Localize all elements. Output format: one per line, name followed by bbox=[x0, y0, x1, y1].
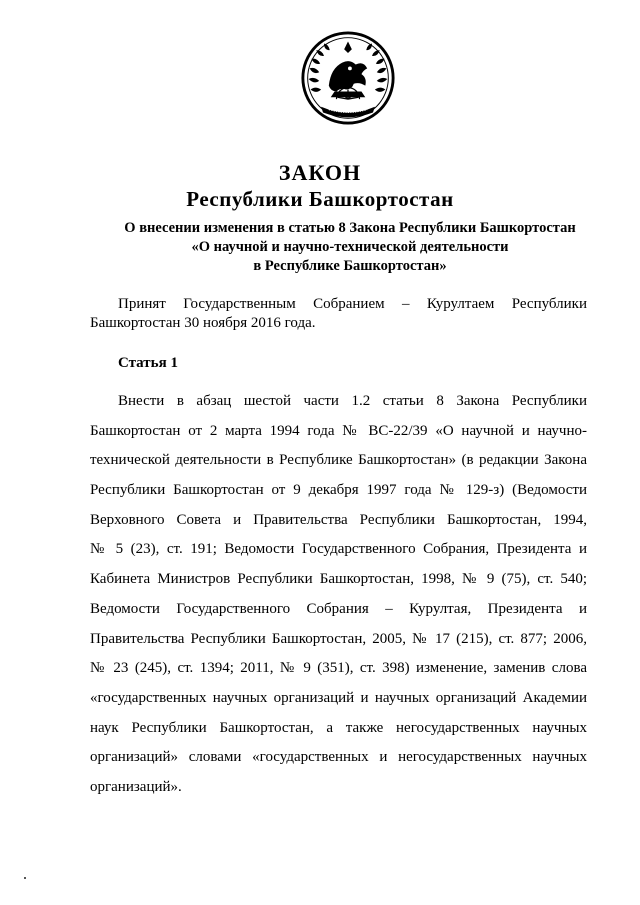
article-line: Республики Башкортостан от 9 декабря 1997 года № 129-з) (Ведомости bbox=[90, 482, 587, 499]
adoption-line: Башкортостан 30 ноября 2016 года. bbox=[90, 315, 316, 331]
article-line: Ведомости Государственного Собрания – Курултая, Президента и bbox=[90, 600, 587, 617]
article-line: технической деятельности в Республике Башкортостан» (в редакции Закона bbox=[90, 452, 587, 469]
heading-line: в Республике Башкортостан» bbox=[253, 258, 447, 274]
article-line: Кабинета Министров Республики Башкортостан, 1998, № 9 (75), ст. 540; bbox=[90, 571, 587, 588]
heading-line: О внесении изменения в статью 8 Закона Республики Башкортостан bbox=[124, 220, 576, 236]
adoption-line: Принят Государственным Собранием – Курултаем Республики bbox=[118, 296, 587, 312]
adoption-note bbox=[90, 295, 587, 333]
document-heading bbox=[60, 219, 640, 276]
document-issuer: Республики Башкортостан bbox=[186, 187, 454, 211]
article-line: наук Республики Башкортостан, а также негосударственных научных bbox=[90, 719, 587, 736]
article-title: Статья 1 bbox=[118, 355, 178, 371]
article-line: Башкортостан от 2 марта 1994 года № ВС-22/39 «О научной и научно- bbox=[90, 422, 587, 439]
bashkortostan-coat-of-arms-icon bbox=[300, 30, 396, 126]
article-line: организаций». bbox=[90, 778, 182, 795]
scan-speck bbox=[24, 877, 26, 879]
article-line: организаций» словами «государственных и негосударственных научных bbox=[90, 749, 587, 766]
article-line: Правительства Республики Башкортостан, 2005, № 17 (215), ст. 877; 2006, bbox=[90, 630, 587, 647]
heading-line: «О научной и научно-технической деятельности bbox=[191, 239, 509, 255]
article-line: «государственных научных организаций и научных организаций Академии bbox=[90, 689, 587, 706]
article-line: № 5 (23), ст. 191; Ведомости Государственного Собрания, Президента и bbox=[90, 541, 587, 558]
article-body bbox=[90, 390, 587, 806]
article-line: Внести в абзац шестой части 1.2 статьи 8 Закона Республики bbox=[118, 393, 587, 409]
article-line: № 23 (245), ст. 1394; 2011, № 9 (351), ст. 398) изменение, заменив слова bbox=[90, 660, 587, 677]
document-type-title: ЗАКОН bbox=[278, 160, 362, 185]
article-line: Верховного Совета и Правительства Республики Башкортостан, 1994, bbox=[90, 511, 587, 528]
